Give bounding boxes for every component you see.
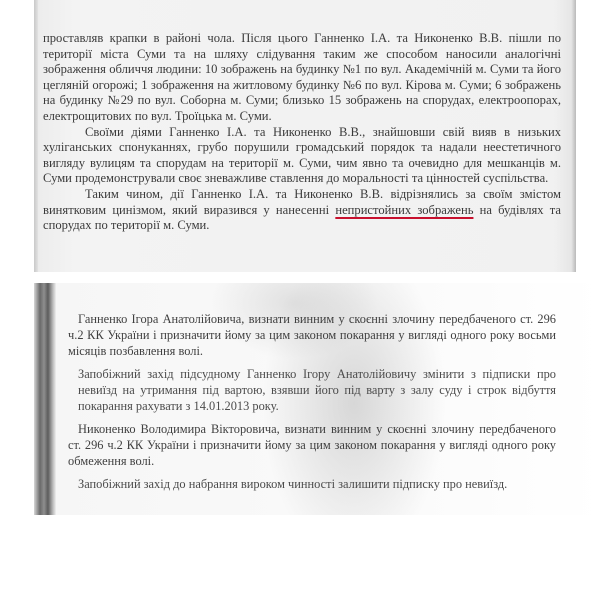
verdict-hannenko-sentence: Ганненко Ігора Анатолійовича, визнати винним у скоєнні злочину передбаченого ст. 296 ч.2 КК України і призначити йому за цим законом покарання у вигляді одного року восьми місяців позбавлення волі. [68, 312, 556, 358]
verdict-hannenko-custody: Запобіжний захід підсудному Ганненко Ігору Анатолійовичу змінити з підписки про невиїзд на утримання під вартою, взявши його під варту з залу суду і строк відбуття покарання рахувати з 14.01.2013 року. [78, 367, 556, 413]
verdict-nykonenko-measure: Запобіжний захід до набрання вироком чинності залишити підписку про невиїзд. [78, 477, 508, 491]
paragraph-public-order: Своїми діями Ганненко І.А. та Никоненко В.В., знайшовши свій вияв в низьких хуліганських спонуканнях, грубо порушили громадський порядок та надали неестетичного вигляду вулицям та спорудам на території м. Суми, чим явно та очевидно для мешканців м. Суми продемонстрували своє зневажливе ставлення до моральності та цінностей суспільства. [43, 124, 561, 186]
top-scan-body [43, 31, 561, 234]
scan-binding-shadow [34, 283, 56, 515]
cynicism-text-after: на будівлях та спорудах по території м. Суми. [43, 202, 562, 233]
verdict-body [68, 311, 556, 499]
paragraph-cynicism [43, 187, 561, 234]
underlined-phrase-indecent-images: непристойних зображень [335, 202, 474, 217]
page-right-edge-shadow [571, 0, 576, 272]
paragraph-damage-list: проставляв крапки в районі чола. Після цього Ганненко І.А. та Никоненко В.В. пішли по території міста Суми та на шляху слідування таким же способом наносили аналогічні зображення обличчя людини: 10 зображень на будинку №1 по вул. Академічній м. Суми та його цегляній огорожі; 1 зображення на житловому будинку №6 по вул. Кірова м. Суми; 6 зображень на будинку №29 по вул. Соборна м. Суми; близько 15 зображень на спорудах, електроопорах, електрощитових по вул. Троїцька м. Суми. [43, 31, 561, 123]
page-left-edge-shadow [34, 0, 38, 272]
cynicism-text-before: Таким чином, дії Ганненко І.А. та Никоненко В.В. відрізнялись за своїм змістом винятковим цинізмом, який виразився у нанесенні [43, 186, 561, 217]
top-document-scan [34, 0, 576, 272]
bottom-document-scan [34, 283, 604, 515]
verdict-nykonenko-sentence: Никоненко Володимира Вікторовича, визнати винним у скоєнні злочину передбаченого ст. 296 ч.2 КК України і призначити йому за цим законом покарання у вигляді одного року обмеження волі. [68, 422, 556, 468]
